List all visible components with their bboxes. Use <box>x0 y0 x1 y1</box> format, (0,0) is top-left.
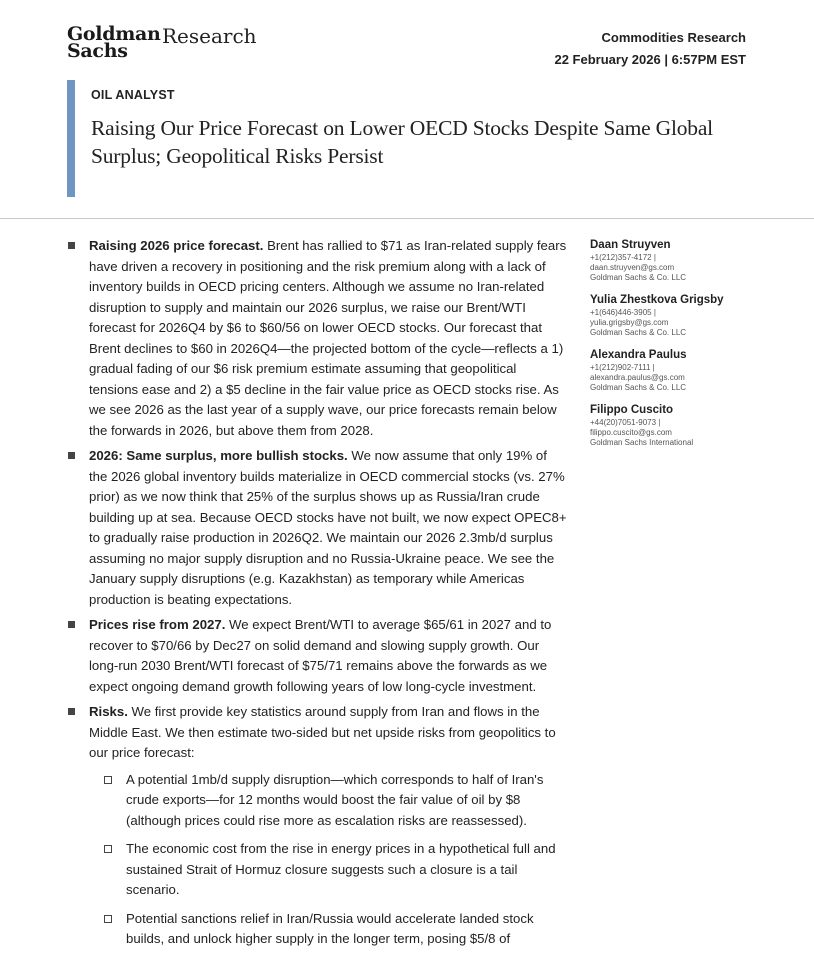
risk-sub-bullet <box>67 909 567 950</box>
author-card <box>590 238 760 283</box>
hollow-square-bullet-icon <box>104 915 112 923</box>
risk-sub-bullet <box>67 770 567 832</box>
report-body <box>67 236 567 954</box>
author-email[interactable]: yulia.grigsby@gs.com <box>590 318 669 327</box>
paragraph-text: We now assume that only 19% of the 2026 global inventory builds materialize in OECD commercial stocks (vs. 27% prior) as we now think that 25% of the surplus shows up as Russia/Iran crude building up at sea. Because OECD stocks have not built, we now expect OPEC8+ to gradually raise production in 2026Q2. We maintain our 2026 2.3mb/d surplus assuming no major supply disruption and no Russia-Ukraine peace. We see the January supply disruptions (e.g. Kazakhstan) as temporary while Americas production is beating expectations. <box>89 448 567 607</box>
author-phone: +1(646)446-3905 | <box>590 308 656 317</box>
report-kicker: OIL ANALYST <box>91 88 175 102</box>
author-name: Alexandra Paulus <box>590 349 687 361</box>
author-email[interactable]: daan.struyven@gs.com <box>590 263 675 272</box>
sub-bullet-text: A potential 1mb/d supply disruption—which corresponds to half of Iran's crude exports—for 12 months would boost the fair value of oil by $8 (although prices could rise more as escalation risks are reassessed). <box>126 771 544 828</box>
paragraph-lead: Prices rise from 2027. <box>89 617 226 632</box>
header-meta <box>554 27 746 71</box>
paragraph-text: Brent has rallied to $71 as Iran-related supply fears have driven a recovery in positioning and the risk premium along with a lack of inventory builds in OECD pricing centers. Although we assume no Iran-related disruption to supply and maintain our 2026 surplus, we raise our Brent/WTI forecast for 2026Q4 by $6 to $60/56 on lower OECD stocks. Our forecast that Brent declines to $60 in 2026Q4—the projected bottom of the cycle—reflects a 1) gradual fading of our $6 risk premium estimate assuming that geopolitical tensions ease and 2) a $5 decline in the fair value price as OECD stocks rise. As we see 2026 as the last year of a supply wave, our price forecasts remain below the forwards in 2026, but above them from 2028. <box>89 238 567 438</box>
author-name: Yulia Zhestkova Grigsby <box>590 294 724 306</box>
paragraph-prices-2027 <box>67 615 567 697</box>
author-phone: +1(212)902-7111 | <box>590 363 655 372</box>
author-entity: Goldman Sachs & Co. LLC <box>590 328 687 337</box>
paragraph-price-forecast <box>67 236 567 441</box>
section-label: Commodities Research <box>601 30 746 45</box>
author-name: Daan Struyven <box>590 239 671 251</box>
author-phone: +1(212)357-4172 | <box>590 253 656 262</box>
paragraph-text: We first provide key statistics around supply from Iran and flows in the Middle East. We then estimate two-sided but net upside risks from geopolitics to our price forecast: <box>89 704 556 760</box>
author-entity: Goldman Sachs & Co. LLC <box>590 273 687 282</box>
author-card <box>590 348 760 393</box>
report-title: Raising Our Price Forecast on Lower OECD Stocks Despite Same Global Surplus; Geopolitical Risks Persist <box>91 116 713 168</box>
logo-research-label: Research <box>162 24 257 48</box>
hollow-square-bullet-icon <box>104 845 112 853</box>
paragraph-text: We expect Brent/WTI to average $65/61 in 2027 and to recover to $70/66 by Dec27 on solid demand and slowing supply growth. Our long-run 2030 Brent/WTI forecast of $75/71 remains above the forwards as we expect ongoing demand growth following years of low long-cycle investment. <box>89 617 552 694</box>
author-card <box>590 293 760 338</box>
author-entity: Goldman Sachs & Co. LLC <box>590 383 687 392</box>
logo-line-2: Sachs <box>67 40 128 62</box>
square-bullet-icon <box>68 242 75 249</box>
paragraph-lead: Risks. <box>89 704 128 719</box>
paragraph-risks <box>67 702 567 764</box>
logo-line-1: Goldman <box>67 23 161 45</box>
logo-wordmark <box>67 23 161 62</box>
author-name: Filippo Cuscito <box>590 404 674 416</box>
hollow-square-bullet-icon <box>104 776 112 784</box>
author-email[interactable]: filippo.cuscito@gs.com <box>590 428 672 437</box>
author-phone: +44(20)7051-9073 | <box>590 418 661 427</box>
author-card <box>590 403 760 448</box>
square-bullet-icon <box>68 452 75 459</box>
title-block <box>67 80 747 197</box>
author-entity: Goldman Sachs International <box>590 438 694 447</box>
paragraph-lead: 2026: Same surplus, more bullish stocks. <box>89 448 348 463</box>
author-email[interactable]: alexandra.paulus@gs.com <box>590 373 685 382</box>
sub-bullet-text: The economic cost from the rise in energy prices in a hypothetical full and sustained Strait of Hormuz closure suggests such a closure is a tail scenario. <box>126 841 556 897</box>
report-date: 22 February 2026 | 6:57PM EST <box>554 52 746 67</box>
paragraph-lead: Raising 2026 price forecast. <box>89 238 264 253</box>
square-bullet-icon <box>68 708 75 715</box>
header-divider <box>0 218 814 219</box>
risk-sub-bullet <box>67 839 567 901</box>
paragraph-surplus <box>67 446 567 610</box>
sub-bullet-text: Potential sanctions relief in Iran/Russia would accelerate landed stock builds, and unlock higher supply in the longer term, posing $5/8 of <box>126 910 534 946</box>
authors-sidebar <box>590 238 760 458</box>
square-bullet-icon <box>68 621 75 628</box>
